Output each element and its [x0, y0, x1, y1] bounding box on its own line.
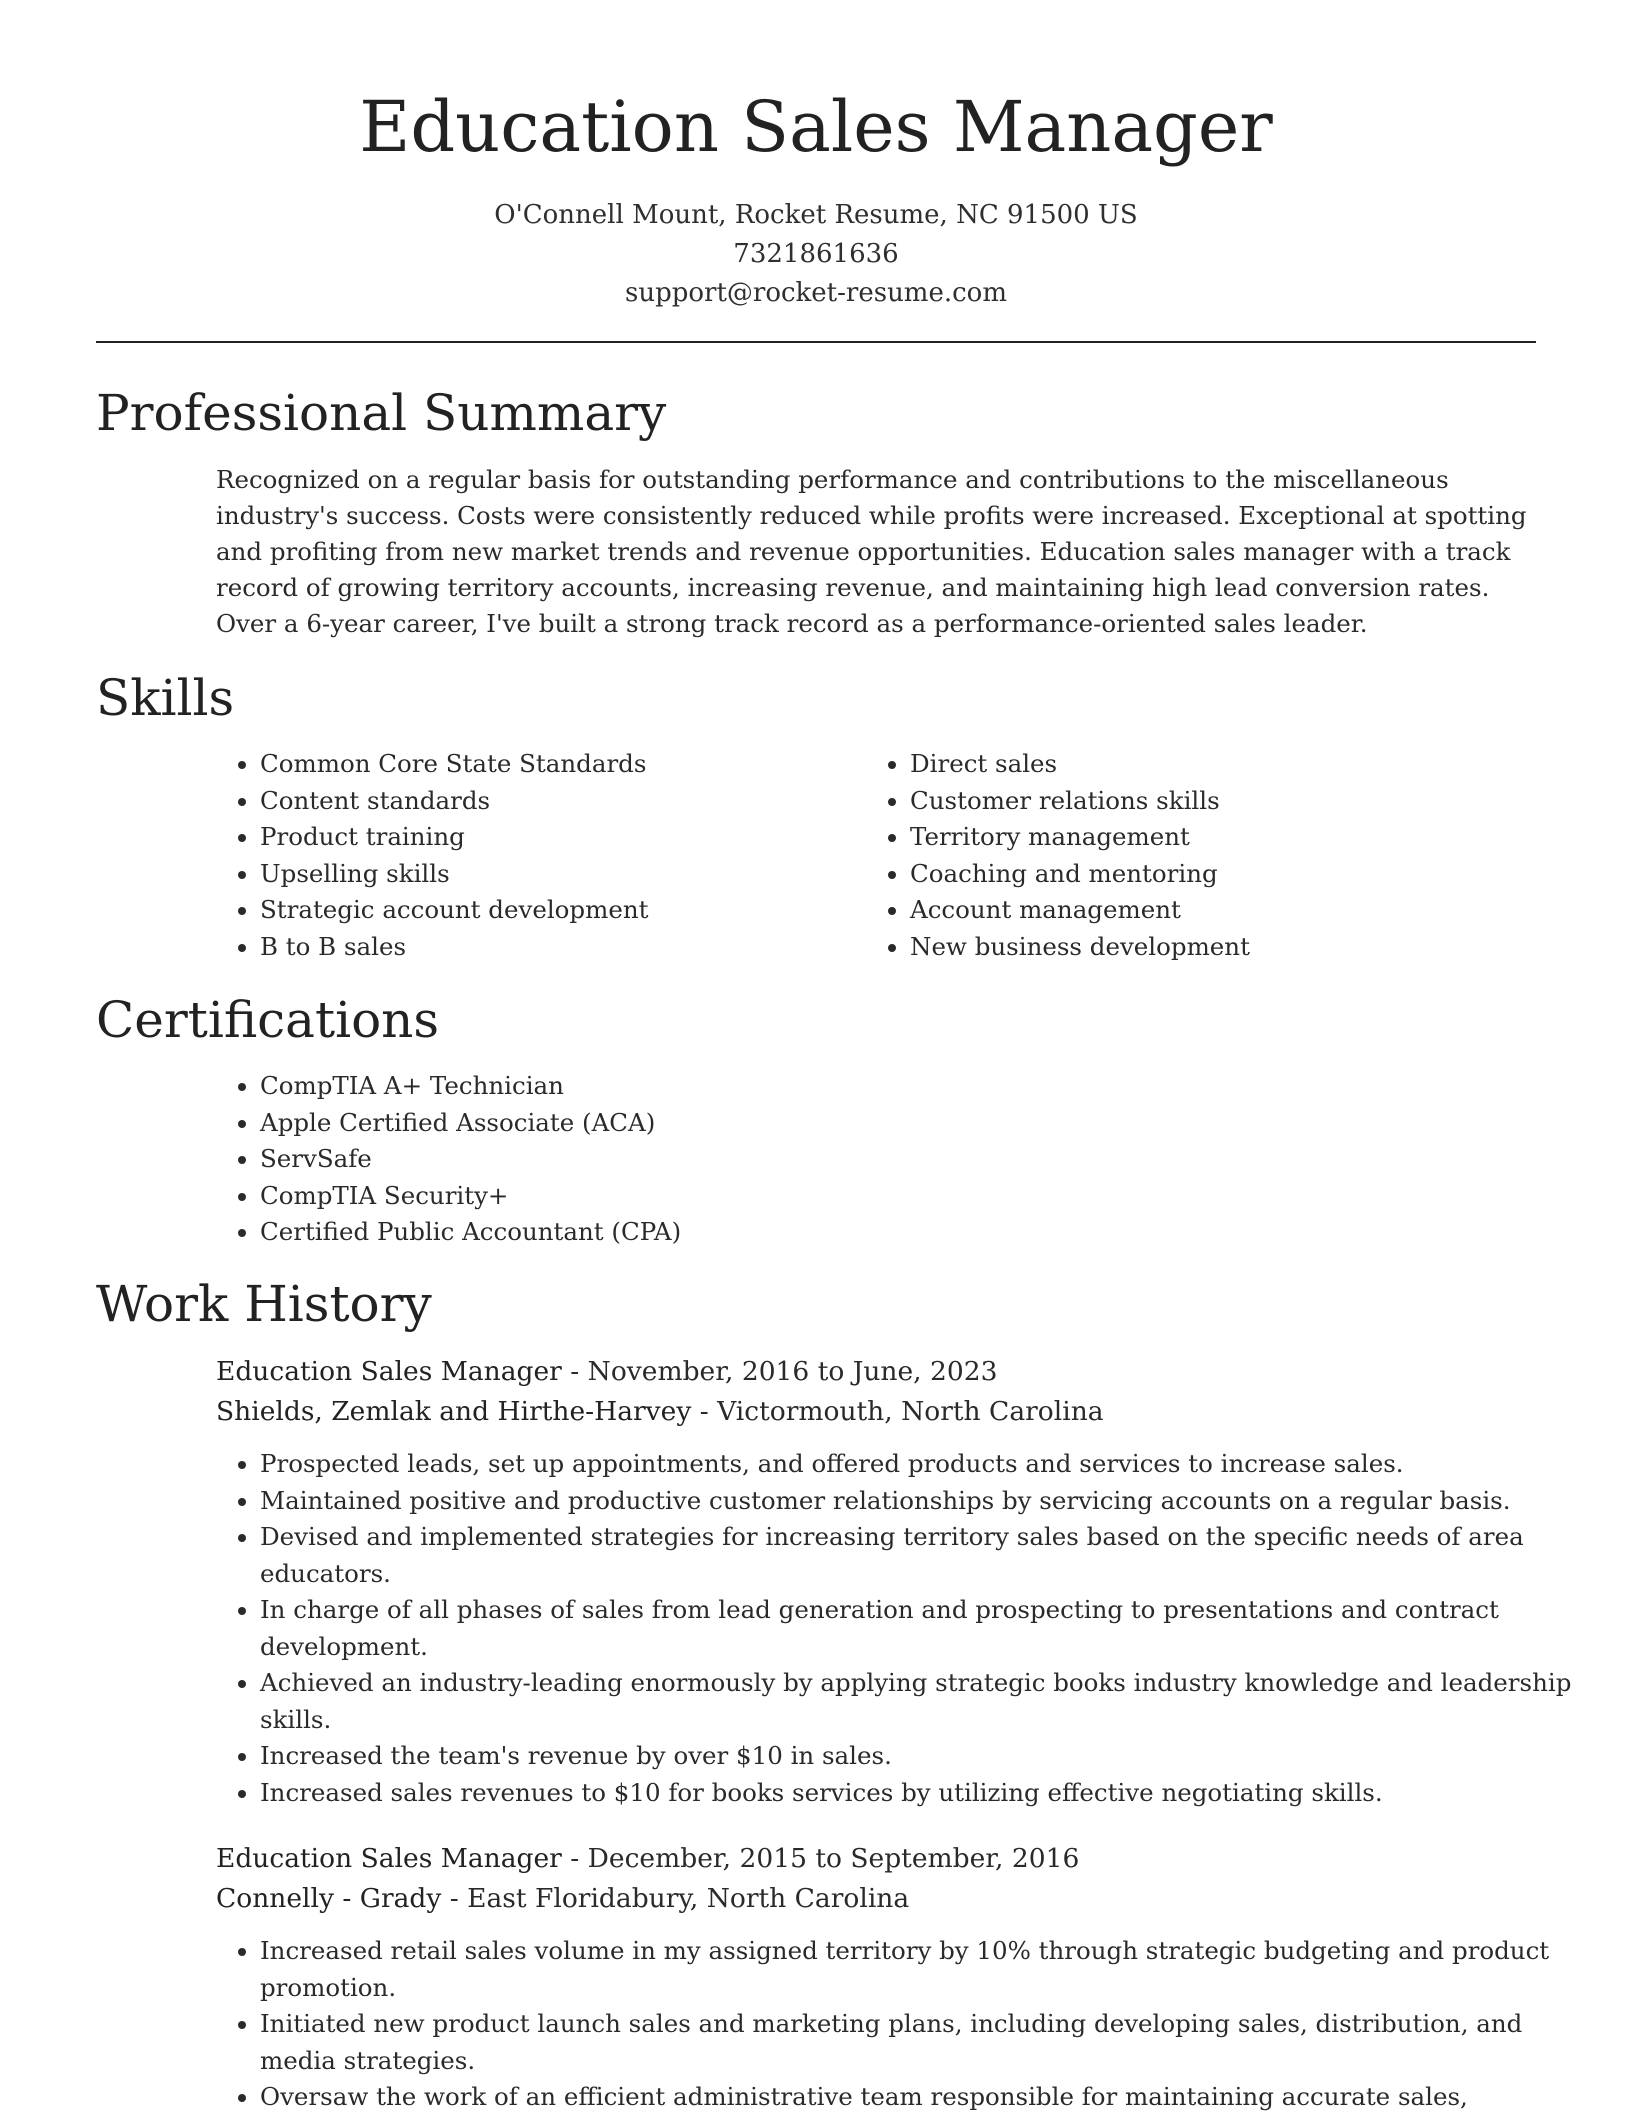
contact-address: O'Connell Mount, Rocket Resume, NC 91500 US — [494, 200, 1138, 230]
job-bullet: • Achieved an industry-leading enormously by applying strategic books industry knowledge and leadership skills. — [260, 1665, 1580, 1738]
skill-item: • Account management — [910, 892, 1250, 929]
job-title-line — [216, 1352, 997, 1392]
job-company: Connelly - Grady — [216, 1883, 442, 1914]
work-history-heading: Work History — [96, 1275, 432, 1333]
contact-block — [0, 196, 1632, 313]
job-company: Shields, Zemlak and Hirthe-Harvey — [216, 1396, 692, 1427]
header-divider — [96, 341, 1536, 343]
certifications-list — [216, 1068, 681, 1251]
certification-item: • CompTIA Security+ — [260, 1178, 681, 1215]
skill-item: • Direct sales — [910, 746, 1250, 783]
certification-item: • CompTIA A+ Technician — [260, 1068, 681, 1105]
summary-text: Recognized on a regular basis for outstanding performance and contributions to the miscellaneous industry's success. Costs were consistently reduced while profits were increased. Exceptional at spotting and profiting from new market trends and revenue opportunities. Education sales manager with a track record of growing territory accounts, increasing revenue, and maintaining high lead conversion rates. Over a 6-year career, I've built a strong track record as a performance-oriented sales leader. — [216, 465, 1527, 638]
job-bullet: • In charge of all phases of sales from lead generation and prospecting to presentations and contract development. — [260, 1592, 1580, 1665]
certification-item: • Apple Certified Associate (ACA) — [260, 1105, 681, 1142]
job-role: Education Sales Manager — [216, 1356, 562, 1387]
summary-heading: Professional Summary — [96, 384, 667, 442]
job-company-line — [216, 1879, 909, 1919]
candidate-name: Education Sales Manager — [359, 86, 1273, 168]
job-bullet: • Increased sales revenues to $10 for books services by utilizing effective negotiating skills. — [260, 1775, 1580, 1812]
job-separator: - — [561, 1356, 588, 1387]
skill-item: • B to B sales — [260, 929, 648, 966]
contact-phone: 7321861636 — [733, 239, 899, 269]
resume-header — [0, 0, 1632, 313]
job-separator: - — [561, 1843, 588, 1874]
job-location: Victormouth, North Carolina — [717, 1396, 1104, 1427]
certification-item: • Certified Public Accountant (CPA) — [260, 1214, 681, 1251]
job-dates: December, 2015 to September, 2016 — [587, 1843, 1080, 1874]
job-bullet: • Increased retail sales volume in my assigned territory by 10% through strategic budgeting and product promotion. — [260, 1933, 1580, 2006]
skill-item: • Customer relations skills — [910, 783, 1250, 820]
job-bullets — [216, 1933, 1580, 2116]
skill-item: • Upselling skills — [260, 856, 648, 893]
job-bullet: • Prospected leads, set up appointments, and offered products and services to increase sales. — [260, 1446, 1580, 1483]
job-separator: - — [441, 1883, 468, 1914]
skills-heading: Skills — [96, 669, 235, 727]
job-bullet: • Increased the team's revenue by over $10 in sales. — [260, 1738, 1580, 1775]
skill-item: • Coaching and mentoring — [910, 856, 1250, 893]
job-dates: November, 2016 to June, 2023 — [587, 1356, 998, 1387]
skill-item: • New business development — [910, 929, 1250, 966]
job-role: Education Sales Manager — [216, 1843, 562, 1874]
skill-item: • Territory management — [910, 819, 1250, 856]
skill-item: • Content standards — [260, 783, 648, 820]
job-company-line — [216, 1392, 1104, 1432]
job-title-line — [216, 1839, 1079, 1879]
job-location: East Floridabury, North Carolina — [467, 1883, 910, 1914]
skills-list-left — [216, 746, 648, 965]
job-bullet: • Devised and implemented strategies for increasing territory sales based on the specific needs of area educators. — [260, 1519, 1580, 1592]
certification-item: • ServSafe — [260, 1141, 681, 1178]
contact-email: support@rocket-resume.com — [624, 278, 1007, 308]
skills-list-right — [866, 746, 1250, 965]
skill-item: • Common Core State Standards — [260, 746, 648, 783]
certifications-heading: Certifications — [96, 991, 440, 1049]
skill-item: • Strategic account development — [260, 892, 648, 929]
job-bullet: • Oversaw the work of an efficient administrative team responsible for maintaining accurate sales, — [260, 2079, 1580, 2116]
skill-item: • Product training — [260, 819, 648, 856]
job-bullet: • Maintained positive and productive customer relationships by servicing accounts on a regular basis. — [260, 1483, 1580, 1520]
job-separator: - — [691, 1396, 718, 1427]
job-bullets — [216, 1446, 1580, 1811]
job-bullet: • Initiated new product launch sales and marketing plans, including developing sales, distribution, and media strategies. — [260, 2006, 1580, 2079]
